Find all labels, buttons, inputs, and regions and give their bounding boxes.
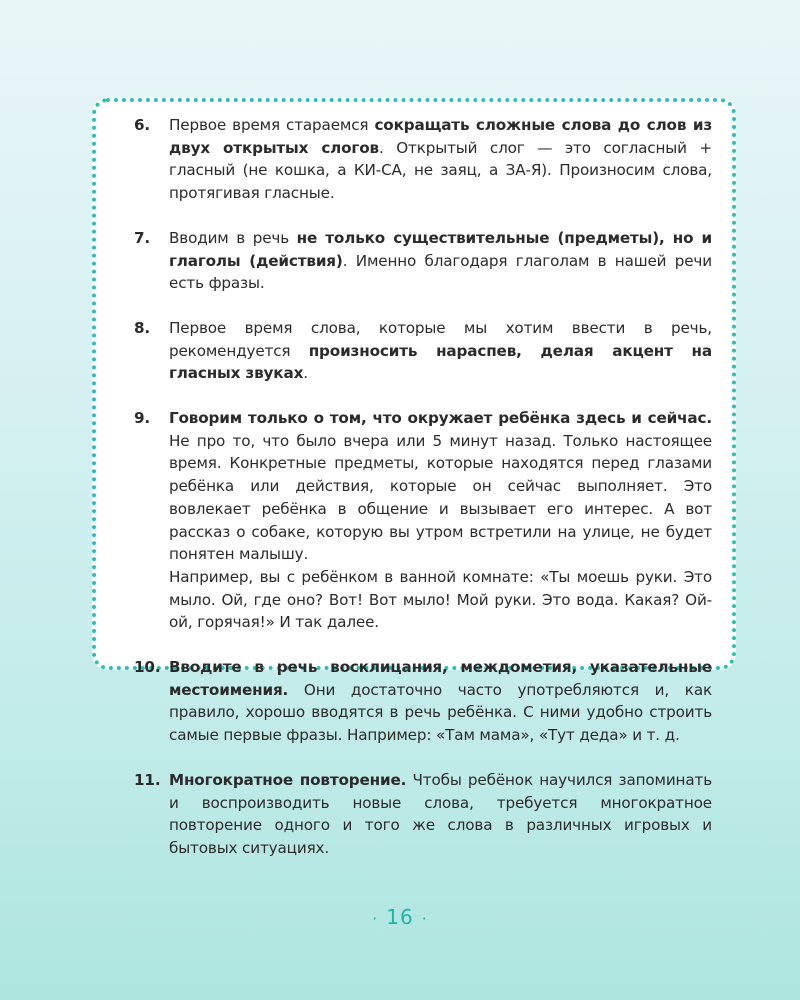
item-example-text: Например, вы с ребёнком в ванной комнате: «Ты моешь руки. Это мыло. Ой, где оно? Вот! Вот мыло! Мой руки. Это вода. Какая? Ой-ой, горячая!» И так далее. <box>169 567 712 632</box>
list-item <box>134 769 712 860</box>
item-text: Не про то, что было вчера или 5 минут назад. Только настоящее время. Конкретные предметы, которые находятся перед глазами ребёнка или действия, которые он сейчас выполняет. Это вовлекает ребёнка в общение и вызывает его интерес. А вот рассказ о собаке, которую вы утром встретили на улице, не будет понятен малышу. <box>169 431 712 564</box>
item-bold-text: Говорим только о том, что окружает ребёнка здесь и сейчас. <box>169 409 712 428</box>
tips-list <box>134 114 712 882</box>
list-item <box>134 227 712 295</box>
item-text: Чтобы ребёнок научился запоминать и воспроизводить новые слова, требуется многократное повторение одного и того же слова в различных игровых и бытовых ситуациях. <box>169 770 712 857</box>
list-item <box>134 317 712 385</box>
list-item <box>134 407 712 634</box>
item-text: Они достаточно часто употребляются и, как правило, хорошо вводятся в речь ребёнка. С ними удобно строить самые первые фразы. Например: «Там мама», «Тут деда» и т. д. <box>169 680 712 745</box>
item-text: Вводим в речь <box>169 228 297 247</box>
item-number: 11. <box>134 770 161 789</box>
page-number <box>0 905 800 929</box>
item-bold-text: не только существительные (предметы), но и глаголы (действия) <box>169 228 713 270</box>
item-text: . Именно благодаря глаголам в нашей речи есть фразы. <box>169 251 712 293</box>
list-item <box>134 114 712 205</box>
item-bold-text: Многократное повторение. <box>169 770 407 789</box>
item-number: 10. <box>134 658 161 677</box>
dot-icon: · <box>421 909 428 928</box>
item-number: 9. <box>134 409 151 428</box>
item-text: . Открытый слог — это согласный + гласный (не кошка, а КИ-СА, не заяц, а ЗА-Я). Произносим слова, протягивая гласные. <box>169 138 712 203</box>
item-number: 8. <box>134 318 151 337</box>
item-text: Первое время слова, которые мы хотим ввести в речь, рекомендуется <box>169 318 712 360</box>
item-number: 6. <box>134 116 151 134</box>
item-text: . <box>303 364 308 383</box>
item-bold-text: Вводите в речь восклицания, междометия, указательные местоимения. <box>169 658 712 699</box>
item-bold-text: произносить нараспев, делая акцент на гласных звуках <box>169 341 712 383</box>
item-number: 7. <box>134 228 151 247</box>
item-text: Первое время стараемся <box>169 116 375 134</box>
list-item <box>134 656 712 747</box>
item-bold-text: сокращать сложные слова до слов из двух открытых слогов <box>169 116 712 157</box>
dot-icon: · <box>372 909 379 928</box>
page-number-value: 16 <box>386 905 414 929</box>
